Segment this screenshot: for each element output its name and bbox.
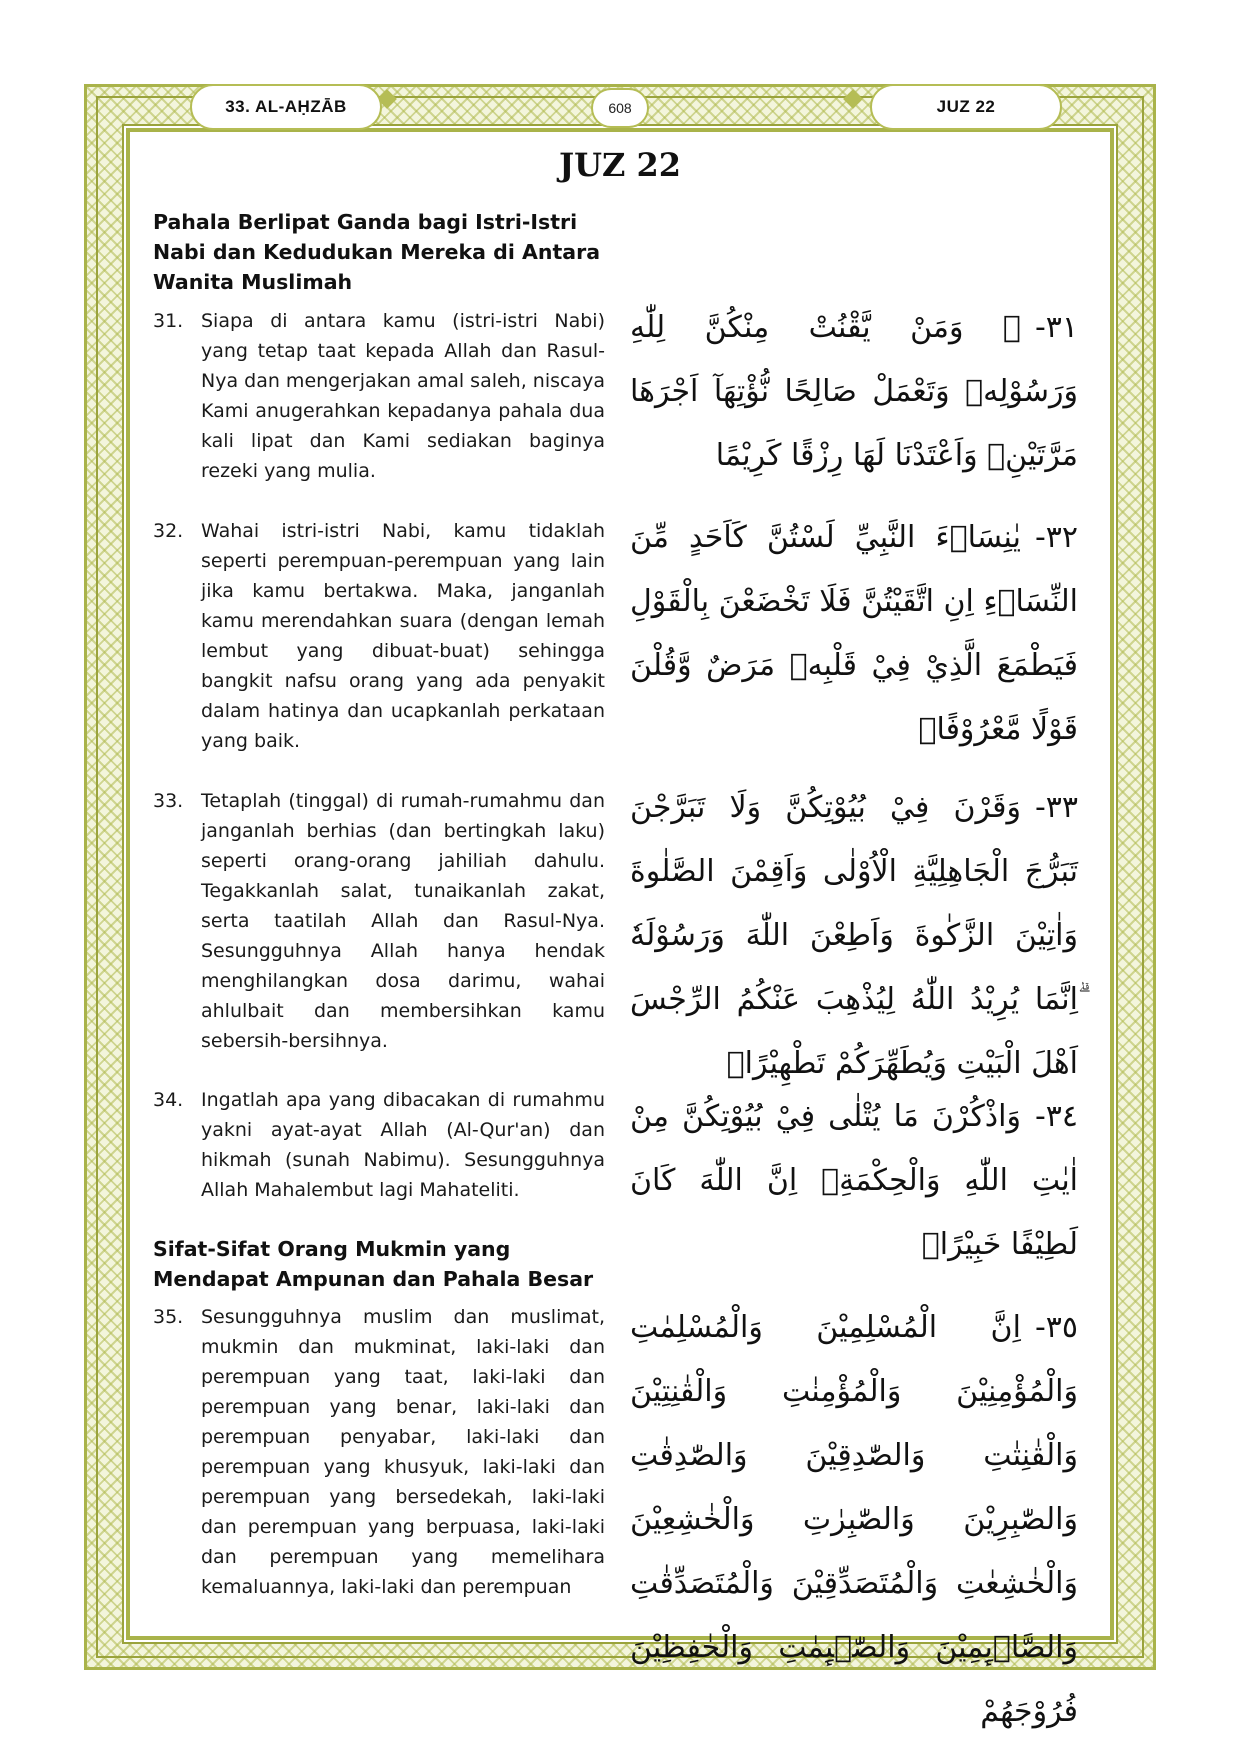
arabic-verse	[630, 296, 1078, 488]
page-title: JUZ 22	[558, 146, 682, 184]
verse-number: 34.	[153, 1089, 184, 1111]
translation-text: Sesungguhnya muslim dan muslimat, mukmin dan mukminat, laki-laki dan perempuan yang taat, laki-laki dan perempuan yang benar, laki-laki dan perempuan penyabar, laki-laki dan perempuan yang khusyuk, laki-laki dan perempuan yang bersedekah, laki-laki dan perempuan yang berpuasa, laki-laki dan perempuan yang memelihara kemaluannya, laki-laki dan perempuan	[201, 1306, 605, 1598]
arabic-verse-number: ٣١-	[1034, 310, 1078, 345]
arabic-verse	[630, 506, 1078, 762]
arabic-text: يٰنِسَاۤءَ النَّبِيِّ لَسْتُنَّ كَاَحَدٍ مِّنَ النِّسَاۤءِ اِنِ اتَّقَيْتُنَّ فَلَا تَخْضَعْنَ بِالْقَوْلِ فَيَطْمَعَ الَّذِيْ فِيْ قَلْبِهٖ مَرَضٌ وَّقُلْنَ قَوْلًا مَّعْرُوْفًاۚ	[630, 520, 1078, 747]
verse-number: 31.	[153, 310, 184, 332]
section-heading: Sifat-Sifat Orang Mukmin yang Mendapat Ampunan dan Pahala Besar	[153, 1237, 594, 1291]
page-number: 608	[591, 88, 649, 128]
verse-number: 32.	[153, 520, 184, 542]
verse-number: 35.	[153, 1306, 184, 1328]
translation-text: Tetaplah (tinggal) di rumah-rumahmu dan janganlah berhias (dan bertingkah laku) seperti orang-orang jahiliah dahulu. Tegakkanlah salat, tunaikanlah zakat, serta taatilah Allah dan Rasul-Nya. Sesungguhnya Allah hanya hendak menghilangkan dosa darimu, wahai ahlulbait dan membersihkan kamu sebersih-bersihnya.	[201, 790, 605, 1052]
arabic-text: وَاذْكُرْنَ مَا يُتْلٰى فِيْ بُيُوْتِكُنَّ مِنْ اٰيٰتِ اللّٰهِ وَالْحِكْمَةِۗ اِنَّ اللّٰهَ كَانَ لَطِيْفًا خَبِيْرًاࣖ	[630, 1099, 1078, 1262]
arabic-verse	[630, 1085, 1078, 1277]
arabic-verse-number: ٣٤-	[1034, 1099, 1078, 1134]
juz-label: JUZ 22	[870, 84, 1062, 130]
arabic-verse-number: ٣٥-	[1034, 1310, 1078, 1345]
translation-text: Wahai istri-istri Nabi, kamu tidaklah seperti perempuan-perempuan yang lain jika kamu bertakwa. Maka, janganlah kamu merendahkan suara (dengan lemah lembut yang dibuat-buat) sehingga bangkit nafsu orang yang ada penyakit dalam hatinya dan ucapkanlah perkataan yang baik.	[201, 520, 605, 752]
arabic-verse-number: ٣٣-	[1034, 790, 1078, 825]
arabic-verse	[630, 1296, 1078, 1744]
verse-translation	[153, 1302, 605, 1602]
arabic-text: ۞ وَمَنْ يَّقْنُتْ مِنْكُنَّ لِلّٰهِ وَرَسُوْلِهٖ وَتَعْمَلْ صَالِحًا نُّؤْتِهَآ اَجْرَهَا مَرَّتَيْنِۙ وَاَعْتَدْنَا لَهَا رِزْقًا كَرِيْمًا	[630, 310, 1078, 473]
verse-translation	[153, 306, 605, 486]
translation-text: Ingatlah apa yang dibacakan di rumahmu yakni ayat-ayat Allah (Al-Qur'an) dan hikmah (sunah Nabimu). Sesungguhnya Allah Mahalembut lagi Mahateliti.	[201, 1089, 605, 1201]
arabic-text: وَقَرْنَ فِيْ بُيُوْتِكُنَّ وَلَا تَبَرَّجْنَ تَبَرُّجَ الْجَاهِلِيَّةِ الْاُوْلٰى وَاَقِمْنَ الصَّلٰوةَ وَاٰتِيْنَ الزَّكٰوةَ وَاَطِعْنَ اللّٰهَ وَرَسُوْلَهٗ ۗاِنَّمَا يُرِيْدُ اللّٰهُ لِيُذْهِبَ عَنْكُمُ الرِّجْسَ اَهْلَ الْبَيْتِ وَيُطَهِّرَكُمْ تَطْهِيْرًاۚ	[630, 790, 1078, 1081]
section-heading: Pahala Berlipat Ganda bagi Istri-Istri Nabi dan Kedudukan Mereka di Antara Wanita Muslimah	[153, 210, 601, 294]
verse-translation	[153, 1085, 605, 1205]
arabic-verse	[630, 776, 1078, 1096]
arabic-text: اِنَّ الْمُسْلِمِيْنَ وَالْمُسْلِمٰتِ وَالْمُؤْمِنِيْنَ وَالْمُؤْمِنٰتِ وَالْقٰنِتِيْنَ وَالْقٰنِتٰتِ وَالصّٰدِقِيْنَ وَالصّٰدِقٰتِ وَالصّٰبِرِيْنَ وَالصّٰبِرٰتِ وَالْخٰشِعِيْنَ وَالْخٰشِعٰتِ وَالْمُتَصَدِّقِيْنَ وَالْمُتَصَدِّقٰتِ وَالصَّاۤىِٕمِيْنَ وَالصّٰۤىِٕمٰتِ وَالْحٰفِظِيْنَ فُرُوْجَهُمْ	[630, 1310, 1078, 1729]
surah-label: 33. AL-AḤZĀB	[190, 84, 382, 130]
translation-text: Siapa di antara kamu (istri-istri Nabi) yang tetap taat kepada Allah dan Rasul-Nya dan mengerjakan amal saleh, niscaya Kami anugerahkan kepadanya pahala dua kali lipat dan Kami sediakan baginya rezeki yang mulia.	[201, 310, 605, 482]
verse-number: 33.	[153, 790, 184, 812]
verse-translation	[153, 516, 605, 756]
verse-translation	[153, 786, 605, 1056]
arabic-verse-number: ٣٢-	[1034, 520, 1078, 555]
